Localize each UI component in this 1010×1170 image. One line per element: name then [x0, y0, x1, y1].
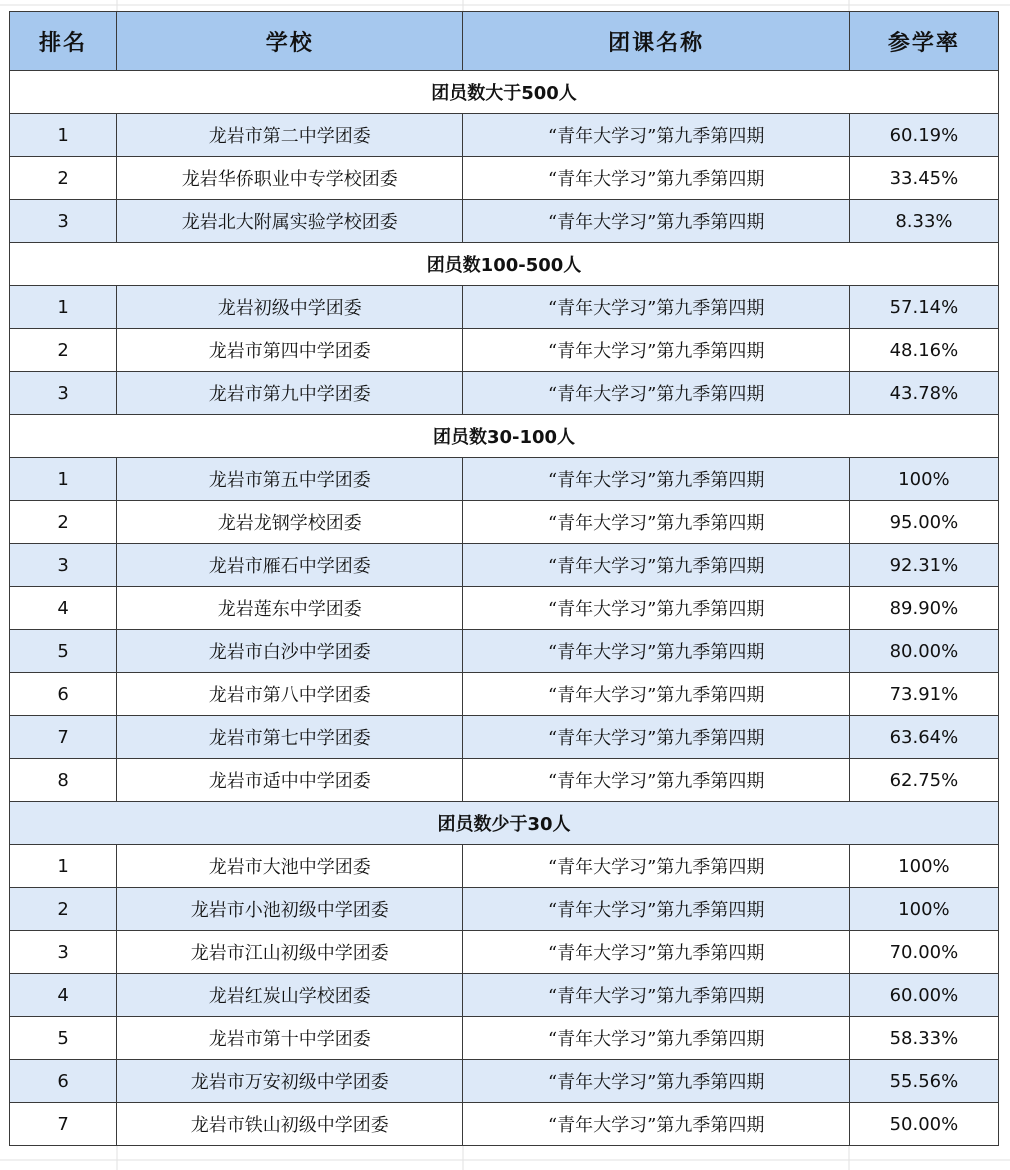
course-cell: “青年大学习”第九季第四期 [463, 157, 849, 200]
table-row [10, 200, 999, 243]
course-cell: “青年大学习”第九季第四期 [463, 974, 849, 1017]
rank-cell: 7 [10, 716, 117, 759]
school-cell: 龙岩初级中学团委 [117, 286, 463, 329]
course-cell: “青年大学习”第九季第四期 [463, 544, 849, 587]
header-rank: 排名 [10, 12, 117, 71]
rank-cell: 2 [10, 157, 117, 200]
school-cell: 龙岩市大池中学团委 [117, 845, 463, 888]
school-cell: 龙岩红炭山学校团委 [117, 974, 463, 1017]
rate-cell: 57.14% [849, 286, 998, 329]
rate-cell: 8.33% [849, 200, 998, 243]
course-cell: “青年大学习”第九季第四期 [463, 458, 849, 501]
school-cell: 龙岩市小池初级中学团委 [117, 888, 463, 931]
rank-cell: 6 [10, 1060, 117, 1103]
course-cell: “青年大学习”第九季第四期 [463, 845, 849, 888]
rate-cell: 100% [849, 845, 998, 888]
rate-cell: 89.90% [849, 587, 998, 630]
table-row [10, 1103, 999, 1146]
course-cell: “青年大学习”第九季第四期 [463, 329, 849, 372]
table-row [10, 1060, 999, 1103]
table-row [10, 716, 999, 759]
school-cell: 龙岩龙钢学校团委 [117, 501, 463, 544]
school-cell: 龙岩市第九中学团委 [117, 372, 463, 415]
group-title: 团员数大于500人 [10, 71, 999, 114]
course-cell: “青年大学习”第九季第四期 [463, 200, 849, 243]
rate-cell: 43.78% [849, 372, 998, 415]
rank-cell: 5 [10, 630, 117, 673]
rank-cell: 1 [10, 286, 117, 329]
course-cell: “青年大学习”第九季第四期 [463, 587, 849, 630]
rank-cell: 7 [10, 1103, 117, 1146]
course-cell: “青年大学习”第九季第四期 [463, 716, 849, 759]
rate-cell: 80.00% [849, 630, 998, 673]
table-row [10, 1017, 999, 1060]
school-cell: 龙岩市第四中学团委 [117, 329, 463, 372]
rank-cell: 3 [10, 372, 117, 415]
rank-cell: 3 [10, 931, 117, 974]
table-row [10, 286, 999, 329]
rate-cell: 60.00% [849, 974, 998, 1017]
rate-cell: 48.16% [849, 329, 998, 372]
table-row [10, 587, 999, 630]
table-row [10, 458, 999, 501]
rank-cell: 2 [10, 501, 117, 544]
rank-cell: 4 [10, 587, 117, 630]
rate-cell: 63.64% [849, 716, 998, 759]
rank-cell: 3 [10, 544, 117, 587]
rate-cell: 73.91% [849, 673, 998, 716]
group-header-row [10, 415, 999, 458]
rank-cell: 1 [10, 458, 117, 501]
rank-cell: 2 [10, 329, 117, 372]
table-row [10, 845, 999, 888]
school-cell: 龙岩市第十中学团委 [117, 1017, 463, 1060]
school-cell: 龙岩北大附属实验学校团委 [117, 200, 463, 243]
group-header-row [10, 243, 999, 286]
course-cell: “青年大学习”第九季第四期 [463, 673, 849, 716]
table-row [10, 974, 999, 1017]
rate-cell: 50.00% [849, 1103, 998, 1146]
course-cell: “青年大学习”第九季第四期 [463, 931, 849, 974]
table-row [10, 372, 999, 415]
rate-cell: 60.19% [849, 114, 998, 157]
school-cell: 龙岩市第八中学团委 [117, 673, 463, 716]
school-cell: 龙岩莲东中学团委 [117, 587, 463, 630]
table-row [10, 544, 999, 587]
course-cell: “青年大学习”第九季第四期 [463, 888, 849, 931]
rank-cell: 4 [10, 974, 117, 1017]
group-header-row [10, 802, 999, 845]
ranking-table [9, 11, 999, 1146]
course-cell: “青年大学习”第九季第四期 [463, 1060, 849, 1103]
rank-cell: 1 [10, 114, 117, 157]
school-cell: 龙岩市江山初级中学团委 [117, 931, 463, 974]
course-cell: “青年大学习”第九季第四期 [463, 630, 849, 673]
rate-cell: 62.75% [849, 759, 998, 802]
course-cell: “青年大学习”第九季第四期 [463, 286, 849, 329]
rate-cell: 100% [849, 888, 998, 931]
school-cell: 龙岩市白沙中学团委 [117, 630, 463, 673]
course-cell: “青年大学习”第九季第四期 [463, 1103, 849, 1146]
school-cell: 龙岩市适中中学团委 [117, 759, 463, 802]
rate-cell: 95.00% [849, 501, 998, 544]
table-row [10, 114, 999, 157]
rate-cell: 55.56% [849, 1060, 998, 1103]
group-header-row [10, 71, 999, 114]
course-cell: “青年大学习”第九季第四期 [463, 759, 849, 802]
school-cell: 龙岩市第五中学团委 [117, 458, 463, 501]
rank-cell: 5 [10, 1017, 117, 1060]
rank-cell: 1 [10, 845, 117, 888]
table-row [10, 759, 999, 802]
rate-cell: 70.00% [849, 931, 998, 974]
table-row [10, 931, 999, 974]
header-course: 团课名称 [463, 12, 849, 71]
school-cell: 龙岩市铁山初级中学团委 [117, 1103, 463, 1146]
group-title: 团员数100-500人 [10, 243, 999, 286]
school-cell: 龙岩市第七中学团委 [117, 716, 463, 759]
table-row [10, 157, 999, 200]
table-body [10, 71, 999, 1146]
group-title: 团员数少于30人 [10, 802, 999, 845]
school-cell: 龙岩华侨职业中专学校团委 [117, 157, 463, 200]
table-row [10, 888, 999, 931]
course-cell: “青年大学习”第九季第四期 [463, 372, 849, 415]
rank-cell: 8 [10, 759, 117, 802]
rate-cell: 33.45% [849, 157, 998, 200]
header-rate: 参学率 [849, 12, 998, 71]
course-cell: “青年大学习”第九季第四期 [463, 501, 849, 544]
table-row [10, 630, 999, 673]
table-header [10, 12, 999, 71]
table-row [10, 501, 999, 544]
rate-cell: 92.31% [849, 544, 998, 587]
rank-cell: 6 [10, 673, 117, 716]
school-cell: 龙岩市第二中学团委 [117, 114, 463, 157]
school-cell: 龙岩市雁石中学团委 [117, 544, 463, 587]
course-cell: “青年大学习”第九季第四期 [463, 1017, 849, 1060]
rank-cell: 2 [10, 888, 117, 931]
header-school: 学校 [117, 12, 463, 71]
rate-cell: 58.33% [849, 1017, 998, 1060]
table-row [10, 673, 999, 716]
group-title: 团员数30-100人 [10, 415, 999, 458]
table-row [10, 329, 999, 372]
rank-cell: 3 [10, 200, 117, 243]
course-cell: “青年大学习”第九季第四期 [463, 114, 849, 157]
school-cell: 龙岩市万安初级中学团委 [117, 1060, 463, 1103]
rate-cell: 100% [849, 458, 998, 501]
